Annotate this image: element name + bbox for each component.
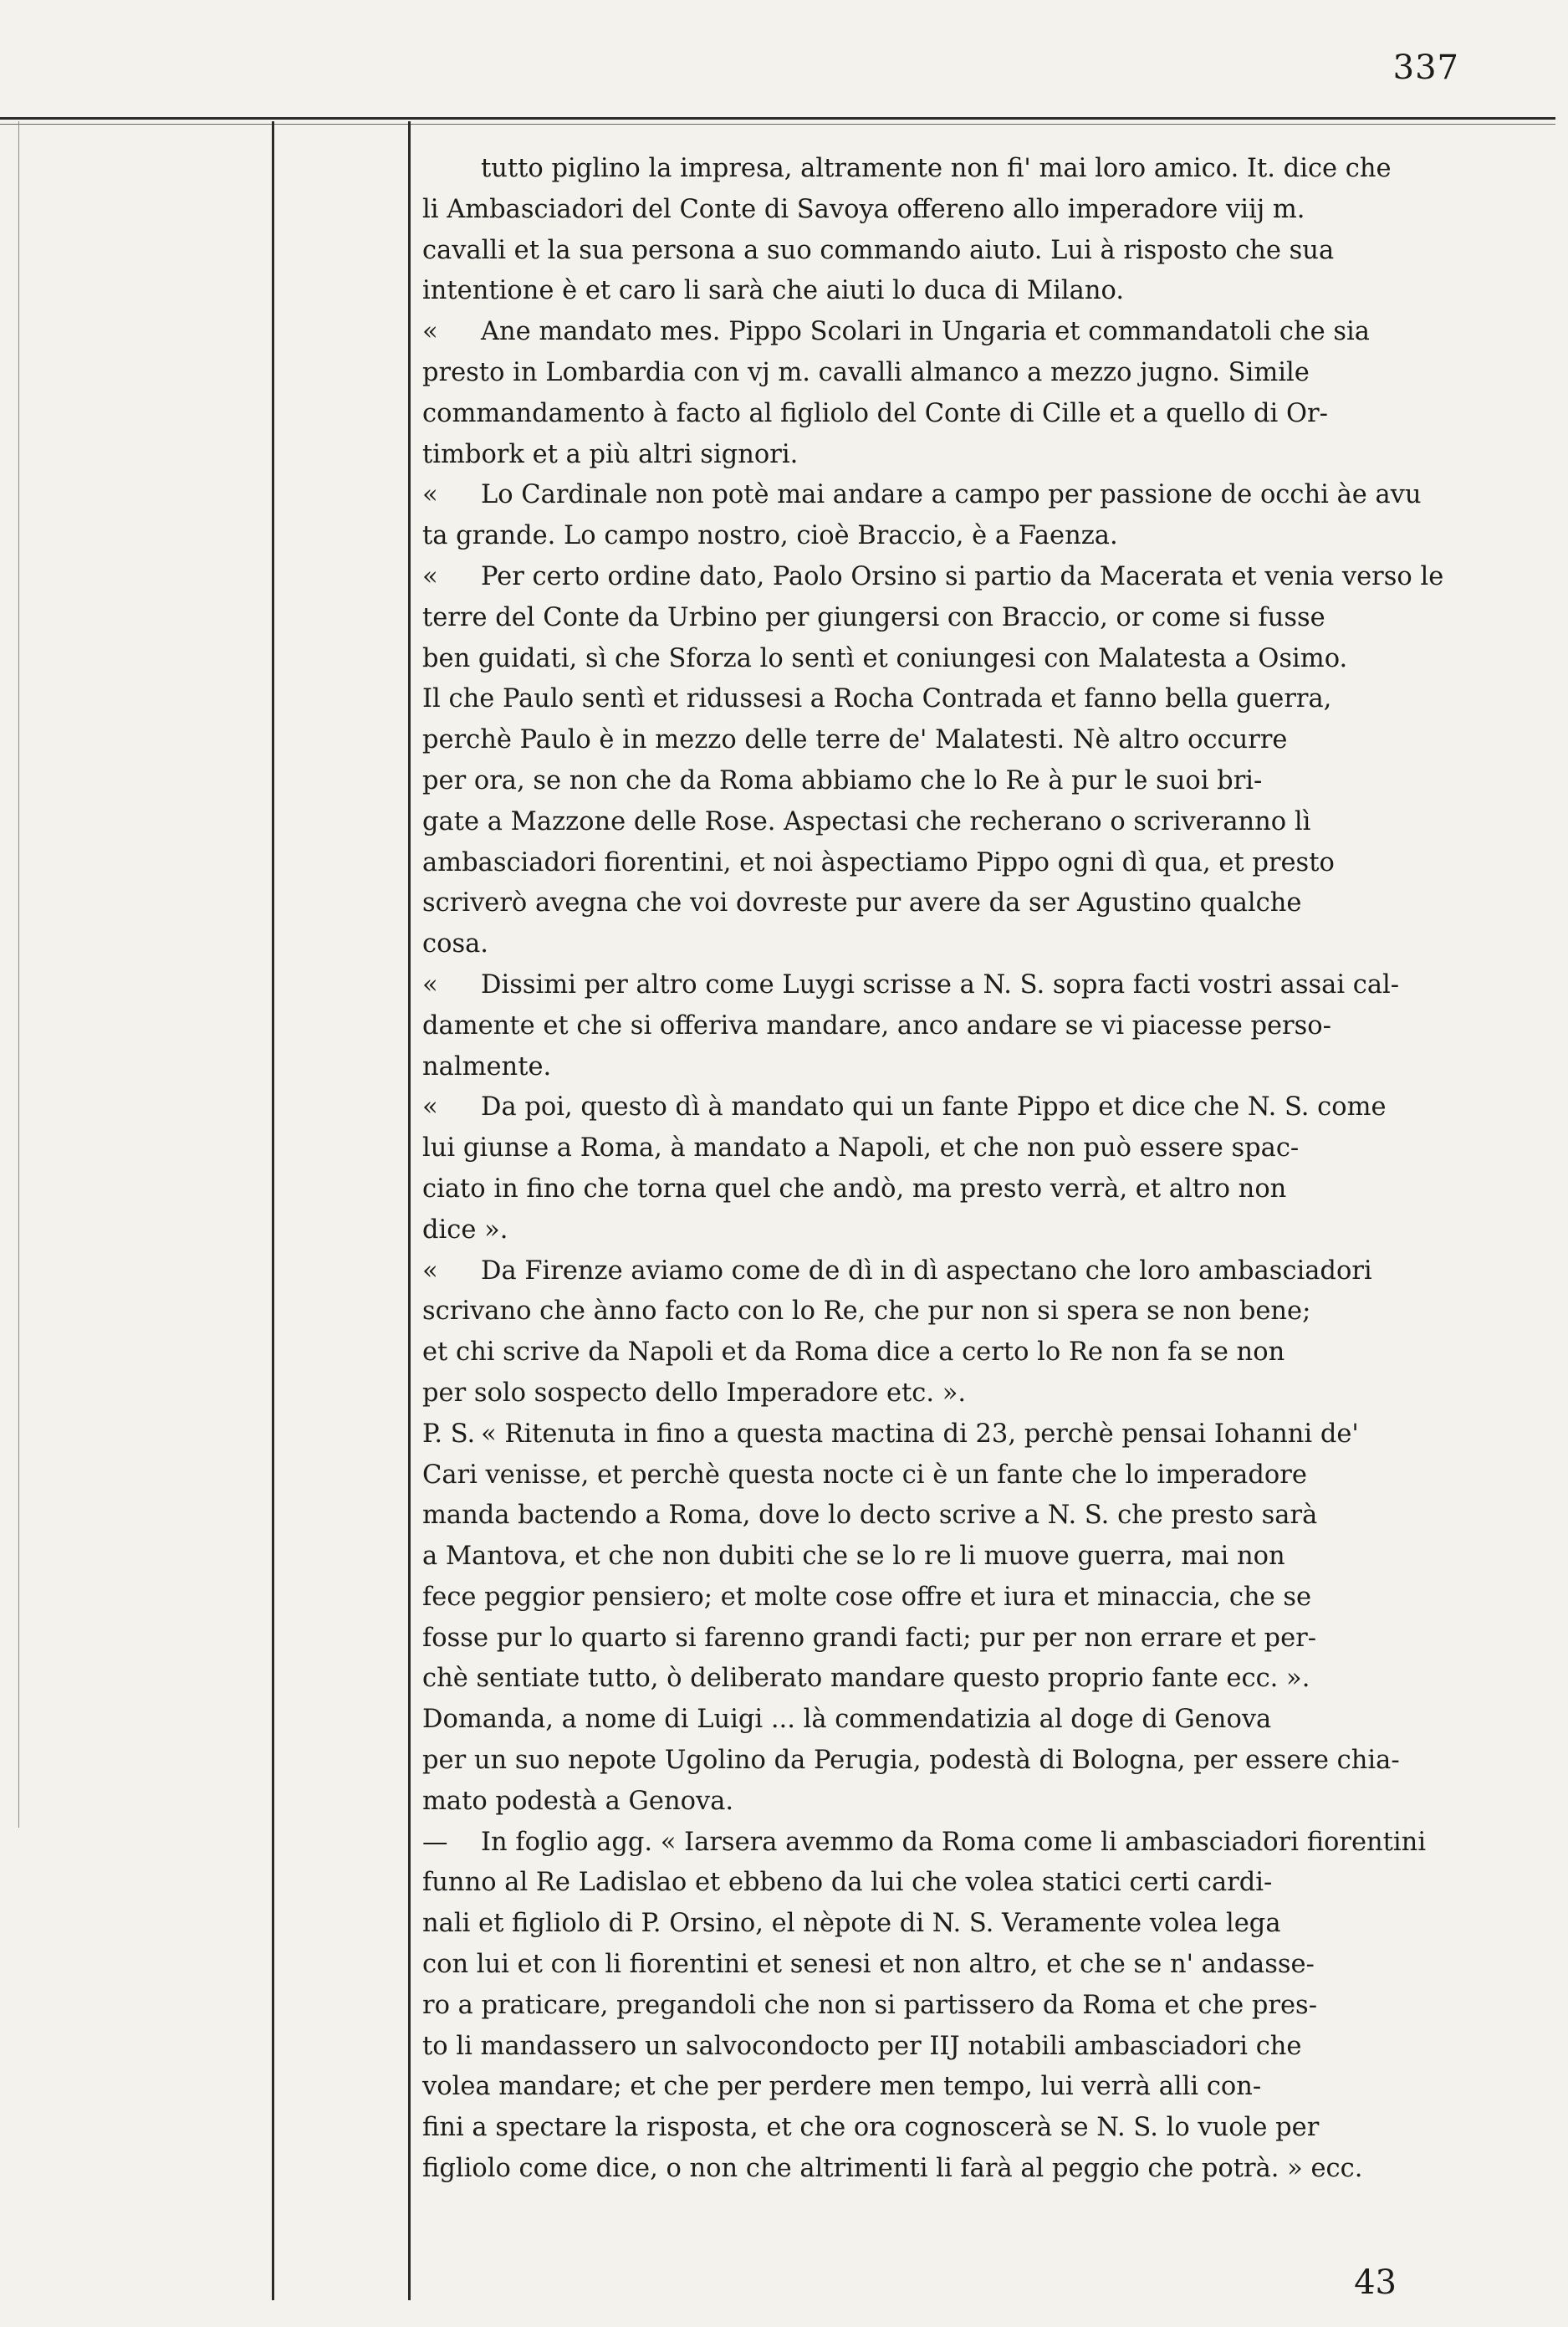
text-line <box>422 1700 1501 1741</box>
text-line <box>422 435 1501 476</box>
line-text: et chi scrive da Napoli et da Roma dice a certo lo Re non fa se non <box>422 1337 1285 1368</box>
line-text: presto in Lombardia con vj m. cavalli almanco a mezzo jugno. Simile <box>422 357 1310 387</box>
line-text: In foglio agg. « Iarsera avemmo da Roma come li ambasciadori fiorentini <box>481 1827 1427 1857</box>
text-line <box>422 312 1501 353</box>
line-text: perchè Paulo è in mezzo delle terre de' Malatesti. Nè altro occurre <box>422 725 1288 755</box>
paragraph-marker: « <box>422 480 438 510</box>
line-text: li Ambasciadori del Conte di Savoya offereno allo imperadore viij m. <box>422 194 1305 224</box>
line-text: lui giunse a Roma, à mandato a Napoli, et che non può essere spac- <box>422 1133 1300 1164</box>
text-line <box>422 1210 1501 1251</box>
text-line <box>422 761 1501 802</box>
main-text-column <box>422 149 1501 2190</box>
line-text: Cari venisse, et perchè questa nocte ci è un fante che lo imperadore <box>422 1460 1307 1490</box>
paragraph <box>422 1087 1501 1250</box>
text-line <box>422 2149 1501 2190</box>
text-line <box>422 1578 1501 1619</box>
text-line <box>422 843 1501 884</box>
line-text: per un suo nepote Ugolino da Perugia, podestà di Bologna, per essere chia- <box>422 1746 1400 1776</box>
line-text: Per certo ordine dato, Paolo Orsino si partio da Macerata et venia verso le <box>481 561 1444 591</box>
header-rule-thin <box>0 124 1555 125</box>
line-text: con lui et con li fiorentini et senesi et non altro, et che se n' andasse- <box>422 1950 1315 1980</box>
text-line <box>422 1006 1501 1047</box>
text-line <box>422 1169 1501 1210</box>
line-text: damente et che si offeriva mandare, anco andare se vi piacesse perso- <box>422 1010 1331 1041</box>
text-line <box>422 1823 1501 1864</box>
text-line <box>422 1291 1501 1332</box>
paragraph <box>422 557 1501 965</box>
header-rule <box>0 117 1555 120</box>
text-line <box>422 883 1501 924</box>
text-line <box>422 516 1501 557</box>
text-line <box>422 1414 1501 1455</box>
paragraph <box>422 1251 1501 1414</box>
line-text: per solo sospecto dello Imperadore etc. ». <box>422 1378 967 1408</box>
text-line <box>422 1986 1501 2027</box>
line-text: terre del Conte da Urbino per giungersi con Braccio, or come si fusse <box>422 602 1325 632</box>
line-text: Il che Paulo sentì et ridussesi a Rocha Contrada et fanno bella guerra, <box>422 684 1332 714</box>
paragraph-marker: « <box>422 561 438 591</box>
text-line <box>422 598 1501 639</box>
line-text: ben guidati, sì che Sforza lo sentì et coniungesi con Malatesta a Osimo. <box>422 643 1348 673</box>
paragraph-marker: « <box>422 1256 438 1286</box>
text-line <box>481 149 1501 190</box>
line-text: Dissimi per altro come Luygi scrisse a N. S. sopra facti vostri assai cal- <box>481 969 1400 1000</box>
line-text: scrivano che ànno facto con lo Re, che pur non si spera se non bene; <box>422 1296 1311 1327</box>
line-text: tutto piglino la impresa, altramente non fi' mai loro amico. It. dice che <box>481 154 1392 183</box>
line-text: fini a spectare la risposta, et che ora cognoscerà se N. S. lo vuole per <box>422 2113 1320 2143</box>
line-text: funno al Re Ladislao et ebbeno da lui che volea statici certi cardi- <box>422 1868 1273 1898</box>
line-text: ta grande. Lo campo nostro, cioè Braccio, è a Faenza. <box>422 521 1118 551</box>
paragraph-marker: — <box>422 1827 448 1857</box>
line-text: Lo Cardinale non potè mai andare a campo per passione de occhi àe avu <box>481 480 1422 510</box>
text-line <box>422 1047 1501 1088</box>
column-rule-right <box>408 121 411 2300</box>
paragraph <box>422 965 1501 1087</box>
paragraph-marker: « <box>422 1092 438 1123</box>
text-line <box>422 353 1501 394</box>
line-text: Domanda, a nome di Luigi ... là commendatizia al doge di Genova <box>422 1705 1272 1735</box>
text-line <box>422 802 1501 843</box>
text-line <box>422 1455 1501 1496</box>
line-text: commandamento à facto al figliolo del Conte di Cille et a quello di Or- <box>422 398 1328 428</box>
line-text: « Ritenuta in fino a questa mactina di 23, perchè pensai Iohanni de' <box>481 1419 1359 1449</box>
text-line <box>422 190 1501 231</box>
line-text: Ane mandato mes. Pippo Scolari in Ungaria et commandatoli che sia <box>481 317 1370 347</box>
text-line <box>422 1904 1501 1945</box>
line-text: Da Firenze aviamo come de dì in dì aspectano che loro ambasciadori <box>481 1256 1372 1286</box>
text-line <box>422 1496 1501 1537</box>
paragraph <box>422 1414 1501 1823</box>
line-text: Da poi, questo dì à mandato qui un fante Pippo et dice che N. S. come <box>481 1092 1387 1123</box>
text-line <box>422 1373 1501 1414</box>
text-line <box>422 965 1501 1006</box>
text-line <box>422 2108 1501 2149</box>
text-line <box>422 394 1501 435</box>
text-line <box>422 1332 1501 1373</box>
text-line <box>422 1128 1501 1169</box>
line-text: chè sentiate tutto, ò deliberato mandare questo proprio fante ecc. ». <box>422 1664 1310 1694</box>
text-line <box>422 720 1501 761</box>
line-text: per ora, se non che da Roma abbiamo che lo Re à pur le suoi bri- <box>422 765 1263 795</box>
text-line <box>422 1659 1501 1700</box>
line-text: intentione è et caro li sarà che aiuti lo duca di Milano. <box>422 276 1125 306</box>
paragraph <box>422 312 1501 475</box>
text-line <box>422 231 1501 272</box>
paragraph-marker: « <box>422 969 438 1000</box>
text-line <box>422 1087 1501 1128</box>
line-text: scriverò avegna che voi dovreste pur avere da ser Agustino qualche <box>422 888 1302 918</box>
line-text: manda bactendo a Roma, dove lo decto scrive a N. S. che presto sarà <box>422 1501 1318 1531</box>
line-text: fece peggior pensiero; et molte cose offre et iura et minaccia, che se <box>422 1582 1312 1612</box>
paragraph <box>422 1823 1501 2190</box>
text-line <box>422 475 1501 516</box>
text-line <box>422 1251 1501 1292</box>
text-line <box>422 1782 1501 1823</box>
paragraph <box>422 149 1501 312</box>
line-text: figliolo come dice, o non che altrimenti li farà al peggio che potrà. » ecc. <box>422 2154 1363 2184</box>
line-text: timbork et a più altri signori. <box>422 439 799 469</box>
paragraph-marker: « <box>422 317 438 347</box>
text-line <box>422 271 1501 312</box>
text-line <box>422 557 1501 598</box>
text-line <box>422 1537 1501 1578</box>
line-text: to li mandassero un salvocondocto per IIJ notabili ambasciadori che <box>422 2031 1302 2061</box>
line-text: a Mantova, et che non dubiti che se lo re li muove guerra, mai non <box>422 1542 1285 1572</box>
left-margin-rule <box>18 121 19 1828</box>
line-text: fosse pur lo quarto si farenno grandi facti; pur per non errare et per- <box>422 1623 1317 1653</box>
line-text: ciato in fino che torna quel che andò, ma presto verrà, et altro non <box>422 1174 1287 1204</box>
paragraph <box>422 475 1501 557</box>
line-text: nalmente. <box>422 1051 552 1082</box>
line-text: cosa. <box>422 929 488 959</box>
line-text: volea mandare; et che per perdere men tempo, lui verrà alli con- <box>422 2072 1262 2102</box>
text-line <box>422 1741 1501 1782</box>
text-line <box>422 1945 1501 1986</box>
line-text: ro a praticare, pregandoli che non si partissero da Roma et che pres- <box>422 1990 1318 2020</box>
page-number-top: 337 <box>1392 49 1459 87</box>
line-text: nali et figliolo di P. Orsino, el nèpote di N. S. Veramente volea lega <box>422 1909 1281 1939</box>
line-text: gate a Mazzone delle Rose. Aspectasi che recherano o scriveranno lì <box>422 806 1311 836</box>
page-number-bottom: 43 <box>1354 2263 1397 2302</box>
text-line <box>422 1619 1501 1660</box>
text-line <box>422 639 1501 680</box>
line-text: ambasciadori fiorentini, et noi àspectiamo Pippo ogni dì qua, et presto <box>422 847 1335 877</box>
text-line <box>422 2067 1501 2108</box>
line-text: mato podestà a Genova. <box>422 1786 734 1816</box>
text-line <box>422 924 1501 965</box>
paragraph-marker: P. S. <box>422 1419 476 1449</box>
text-line <box>422 679 1501 720</box>
text-line <box>422 1863 1501 1904</box>
line-text: cavalli et la sua persona a suo commando aiuto. Lui à risposto che sua <box>422 235 1335 265</box>
column-rule-left <box>272 121 274 2300</box>
text-line <box>422 2027 1501 2068</box>
line-text: dice ». <box>422 1215 508 1245</box>
